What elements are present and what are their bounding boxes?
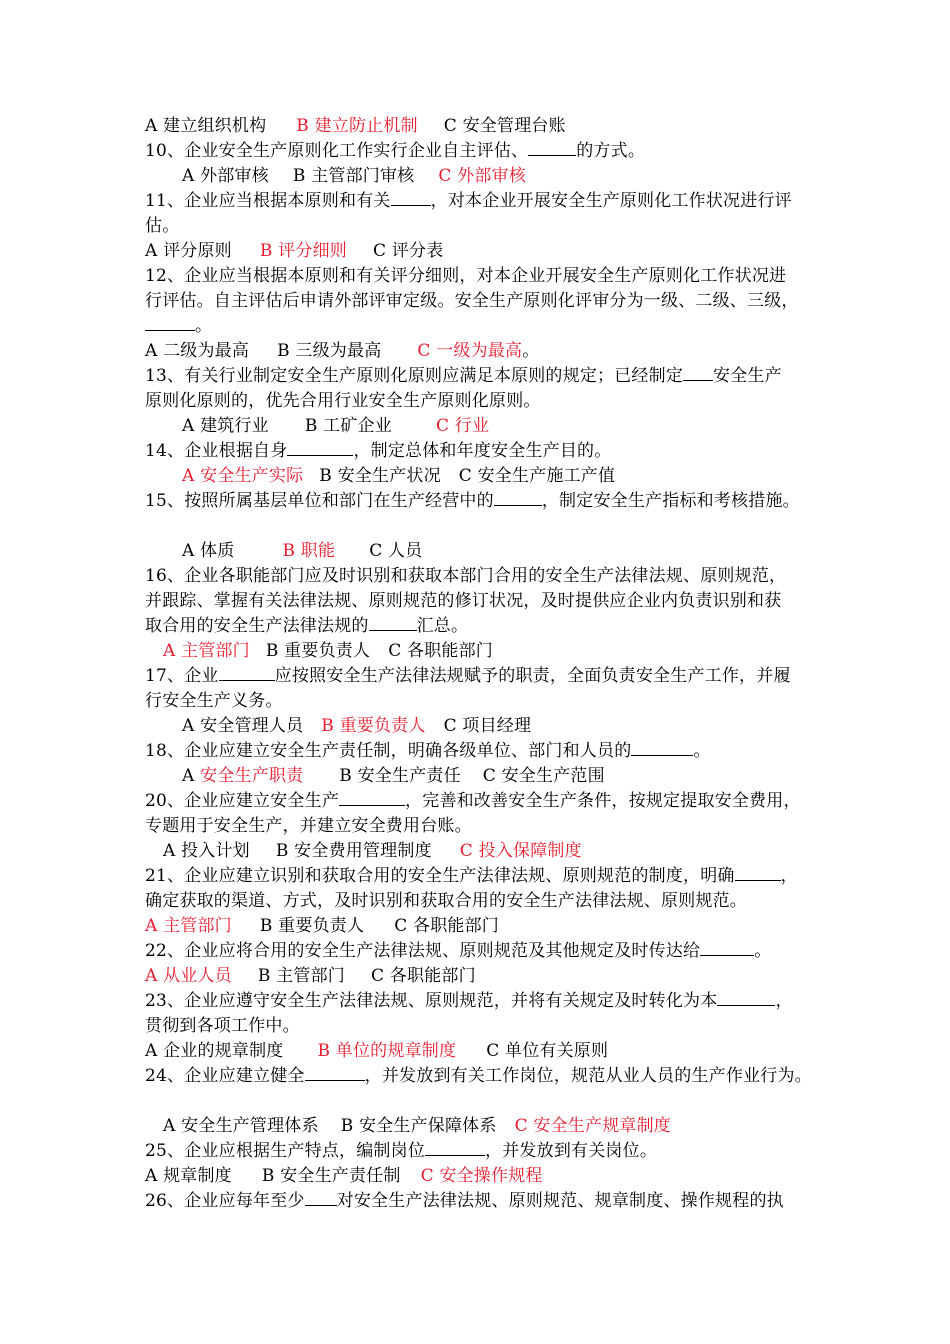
- text-segment: B 三级为最高: [277, 341, 382, 361]
- text-line: [145, 790, 801, 812]
- text-line: [145, 815, 472, 837]
- text-segment: A 安全管理人员: [182, 716, 304, 736]
- fill-in-blank: [391, 190, 431, 206]
- answer-highlight: B 建立防止机制: [296, 116, 418, 136]
- text-segment: 12、企业应当根据本原则和有关评分细则，对本企业开展安全生产原则化工作状况进: [145, 266, 787, 286]
- text-line: [145, 615, 468, 637]
- text-segment: 10、企业安全生产原则化工作实行企业自主评估、: [145, 141, 529, 161]
- text-line: [182, 715, 531, 737]
- answer-highlight: C 行业: [436, 416, 490, 436]
- text-segment: A 安全生产管理体系: [163, 1116, 319, 1136]
- text-line: [182, 765, 605, 787]
- text-segment: 20、企业应建立安全生产: [145, 791, 340, 811]
- text-segment: A 规章制度: [145, 1166, 232, 1186]
- text-line: [145, 115, 566, 137]
- answer-highlight: C 安全操作规程: [420, 1166, 543, 1186]
- text-segment: A 建立组织机构: [145, 116, 267, 136]
- answer-highlight: C 一级为最高: [417, 341, 523, 361]
- text-segment: 21、企业应建立识别和获取合用的安全生产法律法规、原则规范的制度，明确: [145, 866, 735, 886]
- text-segment: 贯彻到各项工作中。: [145, 1016, 300, 1036]
- answer-highlight: A 安全生产实际: [182, 466, 304, 486]
- text-segment: A 评分原则: [145, 241, 232, 261]
- text-segment: 22、企业应将合用的安全生产法律法规、原则规范及其他规定及时传达给: [145, 941, 701, 961]
- text-segment: B 安全生产保障体系: [340, 1116, 497, 1136]
- text-segment: ，: [780, 866, 798, 886]
- text-segment: 取合用的安全生产法律法规的: [145, 616, 369, 636]
- text-segment: 原则化原则的，优先合用行业安全生产原则化原则。: [145, 391, 541, 411]
- answer-highlight: 安全生产职责: [200, 766, 304, 786]
- text-segment: C 安全生产施工产值: [458, 466, 616, 486]
- text-segment: ，对本企业开展安全生产原则化工作状况进行评: [430, 191, 792, 211]
- text-segment: B 安全生产责任: [339, 766, 461, 786]
- text-line: [182, 540, 422, 562]
- text-segment: B 安全生产责任制: [261, 1166, 401, 1186]
- text-line: [145, 965, 476, 987]
- text-segment: ，制定总体和年度安全生产目的。: [353, 441, 612, 461]
- text-segment: 安全生产: [713, 366, 782, 386]
- answer-highlight: C 外部审核: [438, 166, 527, 186]
- text-line: [145, 1190, 784, 1212]
- text-segment: B 重要负责人: [259, 916, 365, 936]
- text-segment: 25、企业应根据生产特点，编制岗位: [145, 1141, 426, 1161]
- text-line: [145, 690, 283, 712]
- text-segment: 行安全生产义务。: [145, 691, 283, 711]
- text-segment: 。: [195, 316, 213, 336]
- text-line: [145, 440, 611, 462]
- fill-in-blank: [528, 140, 576, 156]
- text-segment: B 主管部门: [257, 966, 345, 986]
- text-segment: ，制定安全生产指标和考核措施。: [541, 491, 800, 511]
- text-segment: ，并发放到有关工作岗位，规范从业人员的生产作业行为。: [364, 1066, 812, 1086]
- text-segment: A 二级为最高: [145, 341, 250, 361]
- text-segment: A 投入计划: [163, 841, 250, 861]
- text-line: [163, 1115, 671, 1137]
- text-line: [145, 1015, 300, 1037]
- fill-in-blank: [717, 990, 775, 1006]
- text-line: [145, 1040, 608, 1062]
- text-segment: C 各职能部门: [394, 916, 499, 936]
- text-segment: 14、企业根据自身: [145, 441, 288, 461]
- answer-highlight: B 职能: [282, 541, 336, 561]
- text-segment: 26、企业应每年至少: [145, 1191, 305, 1211]
- fill-in-blank: [287, 440, 353, 456]
- text-segment: C 各职能部门: [388, 641, 493, 661]
- text-segment: C 各职能部门: [371, 966, 476, 986]
- text-segment: 的方式。: [576, 141, 646, 161]
- fill-in-blank: [494, 490, 542, 506]
- text-line: [145, 390, 541, 412]
- text-line: [145, 490, 800, 512]
- text-segment: 对安全生产法律法规、原则规范、规章制度、操作规程的执: [336, 1191, 784, 1211]
- fill-in-blank: [369, 615, 417, 631]
- text-segment: 。: [754, 941, 772, 961]
- text-line: [145, 890, 747, 912]
- fill-in-blank: [305, 1065, 365, 1081]
- fill-in-blank: [631, 740, 693, 756]
- text-segment: 估。: [145, 216, 180, 236]
- text-line: [145, 590, 781, 612]
- text-line: [145, 1065, 812, 1087]
- text-line: [145, 565, 786, 587]
- text-segment: 并跟踪、掌握有关法律法规、原则规范的修订状况，及时提供应企业内负责识别和获: [145, 591, 782, 611]
- answer-highlight: A 从业人员: [145, 966, 232, 986]
- text-segment: 行评估。自主评估后申请外部评审定级。安全生产原则化评审分为一级、二级、三级，: [145, 291, 799, 311]
- text-line: [145, 140, 645, 162]
- text-line: [145, 340, 539, 362]
- text-segment: ，并发放到有关岗位。: [485, 1141, 658, 1161]
- text-line: [145, 665, 791, 687]
- text-segment: 15、按照所属基层单位和部门在生产经营中的: [145, 491, 494, 511]
- text-line: [145, 1140, 657, 1162]
- text-line: [145, 190, 792, 212]
- fill-in-blank: [683, 365, 713, 381]
- text-line: [145, 265, 786, 287]
- text-segment: A: [182, 766, 201, 786]
- answer-highlight: B 单位的规章制度: [317, 1041, 457, 1061]
- answer-highlight: A 主管部门: [163, 641, 250, 661]
- fill-in-blank: [700, 940, 754, 956]
- text-line: [145, 1165, 543, 1187]
- fill-in-blank: [305, 1190, 337, 1206]
- fill-in-blank: [425, 1140, 485, 1156]
- text-line: [145, 215, 179, 237]
- answer-highlight: B 重要负责人: [321, 716, 426, 736]
- fill-in-blank: [339, 790, 405, 806]
- fill-in-blank: [735, 865, 781, 881]
- text-segment: A 建筑行业: [182, 416, 269, 436]
- text-segment: ，: [775, 991, 793, 1011]
- text-line: [182, 165, 526, 187]
- text-segment: 18、企业应建立安全生产责任制，明确各级单位、部门和人员的: [145, 741, 632, 761]
- fill-in-blank: [219, 665, 275, 681]
- text-segment: 16、企业各职能部门应及时识别和获取本部门合用的安全生产法律法规、原则规范，: [145, 566, 787, 586]
- text-segment: C 安全管理台账: [443, 116, 566, 136]
- text-line: [145, 865, 798, 887]
- text-segment: C 人员: [369, 541, 423, 561]
- text-segment: 应按照安全生产法律法规赋予的职责，全面负责安全生产工作，并履: [274, 666, 791, 686]
- text-line: [163, 640, 493, 662]
- text-line: [145, 290, 799, 312]
- text-segment: B 重要负责人: [265, 641, 371, 661]
- text-segment: 17、企业: [145, 666, 219, 686]
- text-line: [145, 915, 499, 937]
- text-segment: ，完善和改善安全生产条件，按规定提取安全费用，: [405, 791, 801, 811]
- text-segment: B 主管部门审核: [292, 166, 415, 186]
- text-line: [182, 465, 615, 487]
- text-segment: 确定获取的渠道、方式，及时识别和获取合用的安全生产法律法规、原则规范。: [145, 891, 747, 911]
- text-segment: A 体质: [182, 541, 235, 561]
- text-segment: 。: [693, 741, 711, 761]
- text-segment: 24、企业应建立健全: [145, 1066, 305, 1086]
- text-segment: C 评分表: [373, 241, 444, 261]
- text-line: [145, 240, 443, 262]
- text-line: [145, 315, 212, 337]
- text-segment: B 工矿企业: [304, 416, 392, 436]
- text-segment: C 项目经理: [443, 716, 532, 736]
- text-segment: B 安全费用管理制度: [275, 841, 432, 861]
- text-segment: 汇总。: [416, 616, 469, 636]
- answer-highlight: A 主管部门: [145, 916, 232, 936]
- text-segment: A 外部审核: [182, 166, 269, 186]
- text-segment: 专题用于安全生产，并建立安全费用台账。: [145, 816, 472, 836]
- text-segment: A 企业的规章制度: [145, 1041, 284, 1061]
- text-line: [145, 740, 711, 762]
- text-line: [145, 940, 771, 962]
- text-line: [182, 415, 489, 437]
- text-segment: C 单位有关原则: [486, 1041, 609, 1061]
- text-segment: C 安全生产范围: [482, 766, 605, 786]
- text-segment: B 安全生产状况: [319, 466, 441, 486]
- text-segment: 23、企业应遵守安全生产法律法规、原则规范，并将有关规定及时转化为本: [145, 991, 718, 1011]
- text-line: [163, 840, 582, 862]
- text-segment: 。: [522, 341, 540, 361]
- text-line: [145, 365, 782, 387]
- text-line: [145, 990, 793, 1012]
- fill-in-blank: [145, 315, 195, 331]
- answer-highlight: C 安全生产规章制度: [514, 1116, 672, 1136]
- text-segment: 11、企业应当根据本原则和有关: [145, 191, 391, 211]
- answer-highlight: B 评分细则: [259, 241, 347, 261]
- answer-highlight: C 投入保障制度: [459, 841, 582, 861]
- text-segment: 13、有关行业制定安全生产原则化原则应满足本原则的规定；已经制定: [145, 366, 684, 386]
